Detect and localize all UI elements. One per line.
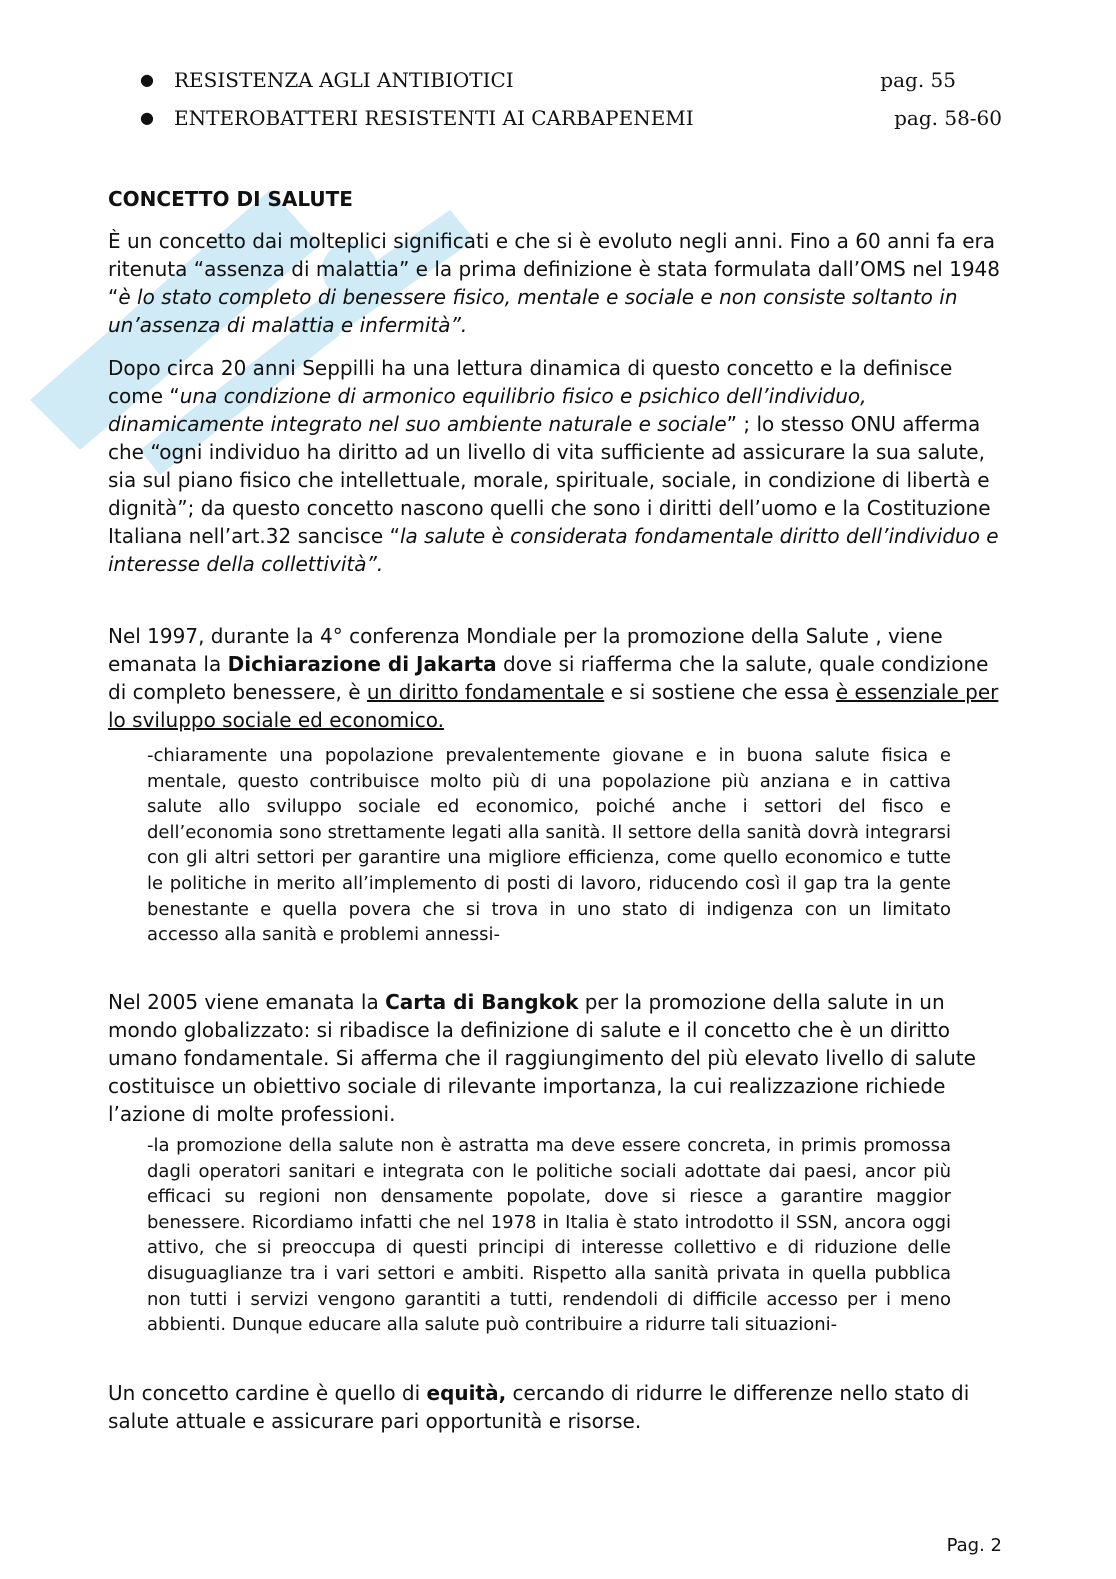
paragraph-definition: [108, 227, 1012, 339]
text: Nel 1997, durante la 4° conferenza Mondiale per la promozione della Salute , viene emanata la: [108, 624, 943, 676]
text: Un concetto cardine è quello di: [108, 1381, 427, 1405]
toc-title: ENTEROBATTERI RESISTENTI AI CARBAPENEMI: [174, 106, 694, 130]
toc-page: pag. 58-60: [894, 106, 1002, 130]
paragraph-jakarta: [108, 622, 1012, 734]
toc-row: [130, 66, 1002, 104]
quote-seppilli: una condizione di armonico equilibrio fisico e psichico dell’individuo, dinamicamente integrato nel suo ambiente naturale e sociale: [108, 384, 867, 436]
indented-note-jakarta: -chiaramente una popolazione prevalentemente giovane e in buona salute fisica e mentale, questo contribuisce molto più di una popolazione più anziana e in cattiva salute allo sviluppo sociale ed economico, poiché anche i settori del fisco e dell’economia sono strettamente legati alla sanità. Il settore della sanità dovrà integrarsi con gli altri settori per garantire una migliore efficienza, come quello economico e tutte le politiche in merito all’implemento di posti di lavoro, riducendo così il gap tra la gente benestante e quella povera che si trova in uno stato di indigenza con un limitato accesso alla sanità e problemi annessi-: [147, 745, 951, 946]
text: cercando di ridurre le differenze nello stato di salute attuale e assicurare pari opportunità e risorse.: [108, 1381, 970, 1433]
text: per la promozione della salute in un mondo globalizzato: si ribadisce la definizione di salute e il concetto che è un diritto umano fondamentale. Si afferma che il raggiungimento del più elevato livello di salute costituisce un obiettivo sociale di rilevante importanza, la cui realizzazione richiede l’azione di molte professioni.: [108, 990, 976, 1126]
paragraph-equita: [108, 1379, 1012, 1435]
underlined-text: un diritto fondamentale: [366, 680, 605, 704]
text: Dopo circa 20 anni Seppilli ha una lettura dinamica di questo concetto e la definisce come “: [108, 356, 953, 408]
indented-note-bangkok: -la promozione della salute non è astratta ma deve essere concreta, in primis promossa dagli operatori sanitari e integrata con le politiche sociali adottate dai paesi, ancor più efficaci su regioni non densamente popolate, dove si riesce a garantire maggior benessere. Ricordiamo infatti che nel 1978 in Italia è stato introdotto il SSN, ancora oggi attivo, che si preoccupa di questi principi di interesse collettivo e di riduzione delle disuguaglianze tra i vari settori e ambiti. Rispetto alla sanità privata in quella pubblica non tutti i servizi vengono garantiti a tutti, rendendoli di difficile accesso per i meno abbienti. Dunque educare alla salute può contribuire a ridurre tali situazioni-: [147, 1135, 951, 1336]
toc-row: [130, 104, 1002, 142]
page-number: Pag. 2: [946, 1535, 1002, 1556]
text: Nel 2005 viene emanata la: [108, 990, 386, 1014]
underlined-text: è essenziale per lo sviluppo sociale ed economico.: [108, 680, 999, 732]
bullet-icon: ●: [140, 70, 154, 89]
paragraph-seppilli: [108, 354, 1012, 578]
quote-costituzione: la salute è considerata fondamentale diritto dell’individuo e interesse della collettività: [108, 524, 999, 576]
bangkok-title: Carta di Bangkok: [385, 990, 579, 1014]
toc-title: RESISTENZA AGLI ANTIBIOTICI: [174, 68, 514, 92]
text: ”.: [450, 313, 468, 337]
text: ” ; lo stesso ONU afferma che “ogni individuo ha diritto ad un livello di vita sufficiente ad assicurare la sua salute, sia sul piano fisico che intellettuale, morale, spirituale, sociale, in condizione di libertà e dignità”; da questo concetto nascono quelli che sono i diritti dell’uomo e la Costituzione Italiana nell’art.32 sancisce “: [108, 412, 991, 548]
section-heading: CONCETTO DI SALUTE: [108, 187, 353, 211]
paragraph-bangkok: [108, 988, 1012, 1128]
equita-keyword: equità,: [426, 1381, 507, 1405]
text: ”.: [366, 552, 384, 576]
jakarta-title: Dichiarazione di Jakarta: [227, 652, 497, 676]
table-of-contents: [130, 66, 1002, 142]
bullet-icon: ●: [140, 108, 154, 127]
text: È un concetto dai molteplici significati e che si è evoluto negli anni. Fino a 60 anni fa era ritenuta “assenza di malattia” e la prima definizione è stata formulata dall’OMS nel 1948 “: [108, 229, 1000, 309]
text: dove si riafferma che la salute, quale condizione di completo benessere, è: [108, 652, 989, 704]
quote-oms: è lo stato completo di benessere fisico, mentale e sociale e non consiste soltanto in un’assenza di malattia e infermità: [108, 285, 958, 337]
text: e si sostiene che essa: [604, 680, 836, 704]
toc-page: pag. 55: [880, 68, 956, 92]
